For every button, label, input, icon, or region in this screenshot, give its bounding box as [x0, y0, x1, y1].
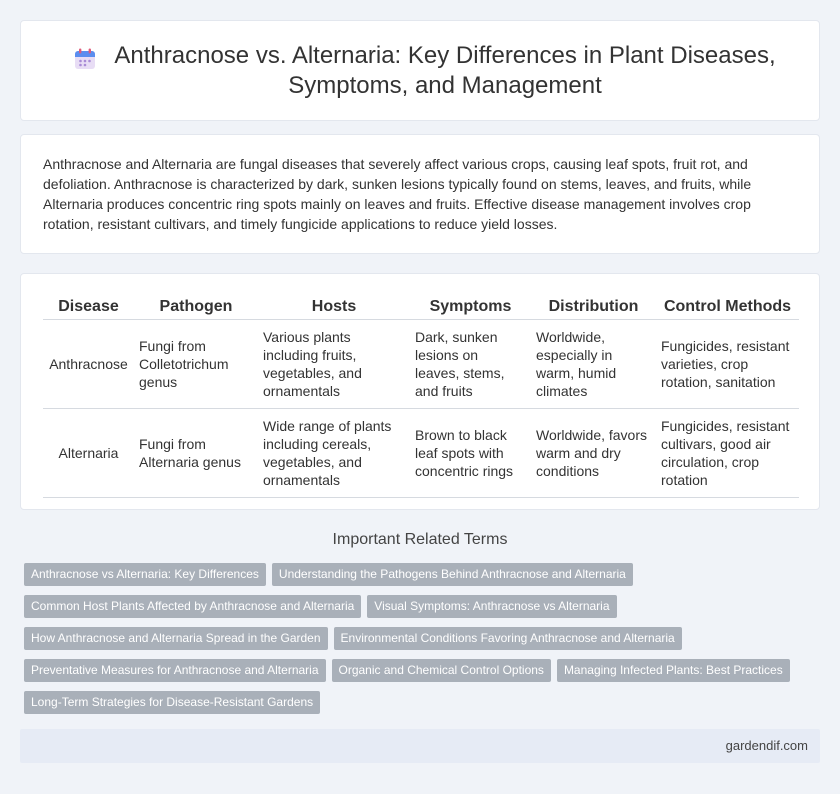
- table-row: [43, 408, 799, 497]
- related-term-link[interactable]: Environmental Conditions Favoring Anthracnose and Alternaria: [334, 627, 682, 650]
- cell-hosts: Wide range of plants including cereals, vegetables, and ornamentals: [258, 408, 410, 497]
- page-title: Anthracnose vs. Alternaria: Key Differences in Plant Diseases, Symptoms, and Management: [114, 41, 776, 99]
- table-header-row: [43, 294, 799, 319]
- related-term-link[interactable]: Anthracnose vs Alternaria: Key Differences: [24, 563, 266, 586]
- header-disease: Disease: [43, 294, 134, 319]
- cell-control-methods: Fungicides, resistant varieties, crop rotation, sanitation: [656, 319, 799, 408]
- table-row: [43, 319, 799, 408]
- header-symptoms: Symptoms: [410, 294, 531, 319]
- cell-disease: Alternaria: [43, 408, 134, 497]
- related-terms-title: Important Related Terms: [332, 531, 508, 548]
- related-term-link[interactable]: Preventative Measures for Anthracnose and Alternaria: [24, 659, 326, 682]
- footer: [20, 729, 820, 763]
- cell-distribution: Worldwide, favors warm and dry conditions: [531, 408, 656, 497]
- related-terms-list: [24, 563, 824, 714]
- comparison-table: [43, 294, 799, 498]
- related-term-link[interactable]: Understanding the Pathogens Behind Anthracnose and Alternaria: [272, 563, 633, 586]
- related-term-link[interactable]: Long-Term Strategies for Disease-Resistant Gardens: [24, 691, 320, 714]
- cell-symptoms: Dark, sunken lesions on leaves, stems, and fruits: [410, 319, 531, 408]
- related-term-link[interactable]: Common Host Plants Affected by Anthracnose and Alternaria: [24, 595, 361, 618]
- header-control-methods: Control Methods: [656, 294, 799, 319]
- header-pathogen: Pathogen: [134, 294, 258, 319]
- header-card: [20, 20, 820, 121]
- related-term-link[interactable]: Managing Infected Plants: Best Practices: [557, 659, 790, 682]
- footer-site-link[interactable]: gardendif.com: [725, 738, 808, 753]
- related-term-link[interactable]: How Anthracnose and Alternaria Spread in the Garden: [24, 627, 328, 650]
- cell-distribution: Worldwide, especially in warm, humid climates: [531, 319, 656, 408]
- cell-control-methods: Fungicides, resistant cultivars, good air circulation, crop rotation: [656, 408, 799, 497]
- cell-hosts: Various plants including fruits, vegetables, and ornamentals: [258, 319, 410, 408]
- header-hosts: Hosts: [258, 294, 410, 319]
- cell-disease: Anthracnose: [43, 319, 134, 408]
- cell-pathogen: Fungi from Colletotrichum genus: [134, 319, 258, 408]
- header-distribution: Distribution: [531, 294, 656, 319]
- related-term-link[interactable]: Organic and Chemical Control Options: [332, 659, 551, 682]
- related-term-link[interactable]: Visual Symptoms: Anthracnose vs Alternaria: [367, 595, 616, 618]
- intro-paragraph: Anthracnose and Alternaria are fungal diseases that severely affect various crops, causing leaf spots, fruit rot, and defoliation. Anthracnose is characterized by dark, sunken lesions typically found on stems, leaves, and fruits, while Alternaria produces concentric ring spots mainly on leaves and fruits. Effective disease management involves crop rotation, resistant cultivars, and timely fungicide applications to reduce yield losses.: [43, 156, 752, 232]
- cell-pathogen: Fungi from Alternaria genus: [134, 408, 258, 497]
- comparison-table-card: [20, 273, 820, 510]
- intro-card: [20, 134, 820, 254]
- cell-symptoms: Brown to black leaf spots with concentric rings: [410, 408, 531, 497]
